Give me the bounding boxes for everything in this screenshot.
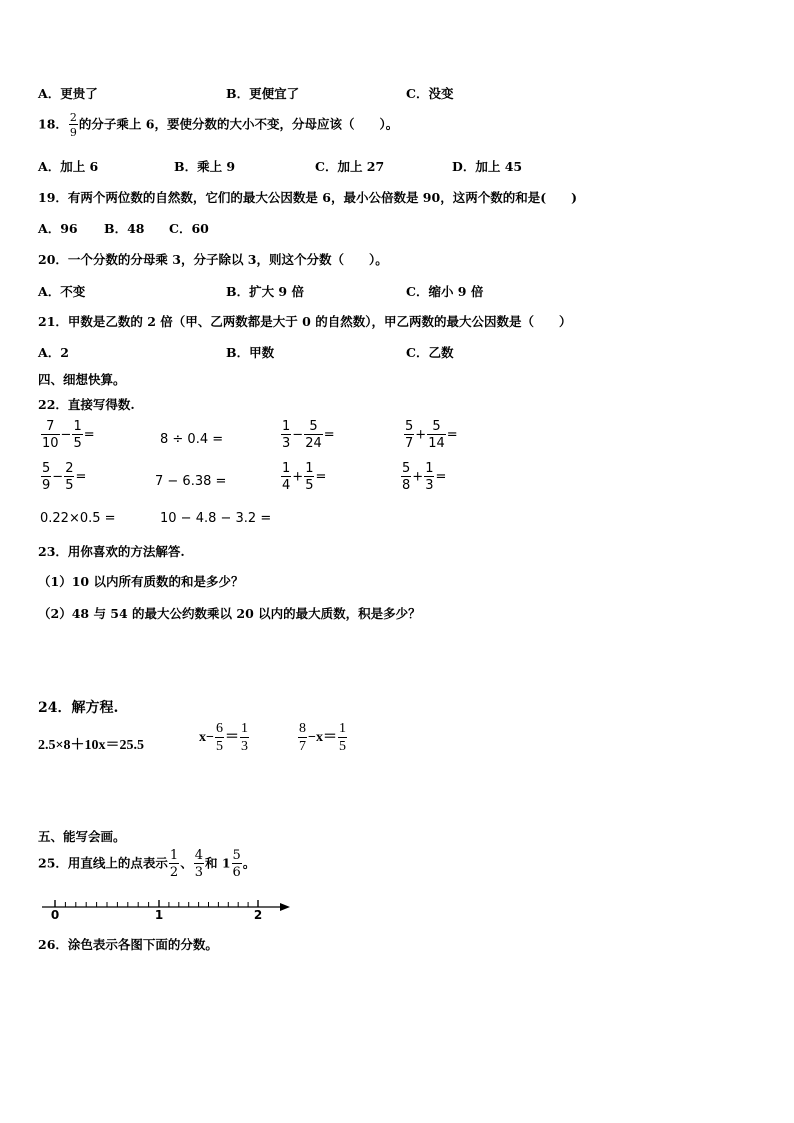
- q18-question: [38, 112, 398, 138]
- q22-r2c2: 7 − 6.38 =: [155, 474, 227, 489]
- q22-r1c4: $\frac{5}{7}$ + $\frac{5}{14}$ =: [405, 419, 458, 451]
- q20-option-a: A．不变: [38, 284, 86, 299]
- q18-option-b: B．乘上 9: [174, 159, 236, 174]
- q21-option-b: B．甲数: [226, 345, 275, 360]
- number-line-ticks: [55, 900, 258, 907]
- q19-question: 19．有两个两位数的自然数，它们的最大公因数是 6，最小公倍数是 90，这两个数的和是( ): [38, 190, 578, 205]
- q25-question: 25．用直线上的点表示 $\frac{1}{2}$ 、 $\frac{4}{3}$ 和 1 $\frac{5}{6}$ 。: [38, 848, 256, 880]
- number-line: [40, 897, 295, 923]
- section4-heading: 四、细想快算。: [38, 372, 126, 387]
- q18-number: 18．: [38, 116, 68, 132]
- q22-r2c4: $\frac{5}{8}$ + $\frac{1}{3}$ =: [402, 461, 447, 493]
- tick-label-0: 0: [50, 908, 60, 922]
- q17-option-c: C．没变: [406, 86, 454, 101]
- q22-r1c1: $\frac{7}{10}$ − $\frac{1}{5}$ =: [42, 419, 95, 451]
- q20-question: 20．一个分数的分母乘 3，分子除以 3，则这个分数（ ）。: [38, 252, 388, 267]
- q24-equation-2: x− $\frac{6}{5}$ ＝ $\frac{1}{3}$: [199, 721, 248, 754]
- tick-label-2: 2: [253, 908, 263, 922]
- q23-title: 23．用你喜欢的方法解答.: [38, 544, 185, 559]
- q22-r3c2: 10 − 4.8 − 3.2 =: [160, 511, 272, 526]
- q18-option-c: C．加上 27: [315, 159, 385, 174]
- q22-r2c1: $\frac{5}{9}$ − $\frac{2}{5}$ =: [42, 461, 87, 493]
- q19-option-a: A．96: [38, 221, 78, 236]
- tick-label-1: 1: [154, 908, 164, 922]
- q19-option-b: B．48: [104, 221, 145, 236]
- q21-question: 21．甲数是乙数的 2 倍（甲、乙两数都是大于 0 的自然数），甲乙两数的最大公因数是（ ）: [38, 314, 572, 329]
- q24-equation-1: 2.5×8＋10x＝25.5: [38, 738, 144, 753]
- section5-heading: 五、能写会画。: [38, 829, 126, 844]
- arrow-right-icon: [280, 903, 290, 911]
- q23-part1: （1）10 以内所有质数的和是多少？: [38, 574, 244, 589]
- q20-option-c: C．缩小 9 倍: [406, 284, 484, 299]
- q22-r3c1: 0.22×0.5 =: [40, 511, 116, 526]
- q18-text: 的分子乘上 6，要使分数的大小不变，分母应该（ ）。: [78, 116, 399, 132]
- q18-fraction: $\frac{2}{9}$: [69, 111, 77, 139]
- q21-option-c: C．乙数: [406, 345, 454, 360]
- q18-option-a: A．加上 6: [38, 159, 99, 174]
- q20-option-b: B．扩大 9 倍: [226, 284, 304, 299]
- q17-option-b: B．更便宜了: [226, 86, 300, 101]
- q18-option-d: D．加上 45: [452, 159, 523, 174]
- q24-title: 24．解方程.: [38, 700, 119, 716]
- q22-r1c2: 8 ÷ 0.4 =: [160, 432, 224, 447]
- q22-title: 22．直接写得数.: [38, 397, 135, 412]
- q17-option-a: A．更贵了: [38, 86, 98, 101]
- q24-equation-3: $\frac{8}{7}$ −x＝ $\frac{1}{5}$: [299, 721, 346, 754]
- q22-r1c3: $\frac{1}{3}$ − $\frac{5}{24}$ =: [282, 419, 335, 451]
- q22-r2c3: $\frac{1}{4}$ + $\frac{1}{5}$ =: [282, 461, 327, 493]
- q21-option-a: A．2: [38, 345, 69, 360]
- q19-option-c: C．60: [169, 221, 209, 236]
- q26-question: 26．涂色表示各图下面的分数。: [38, 937, 218, 952]
- q23-part2: （2）48 与 54 的最大公约数乘以 20 以内的最大质数，积是多少？: [38, 606, 421, 621]
